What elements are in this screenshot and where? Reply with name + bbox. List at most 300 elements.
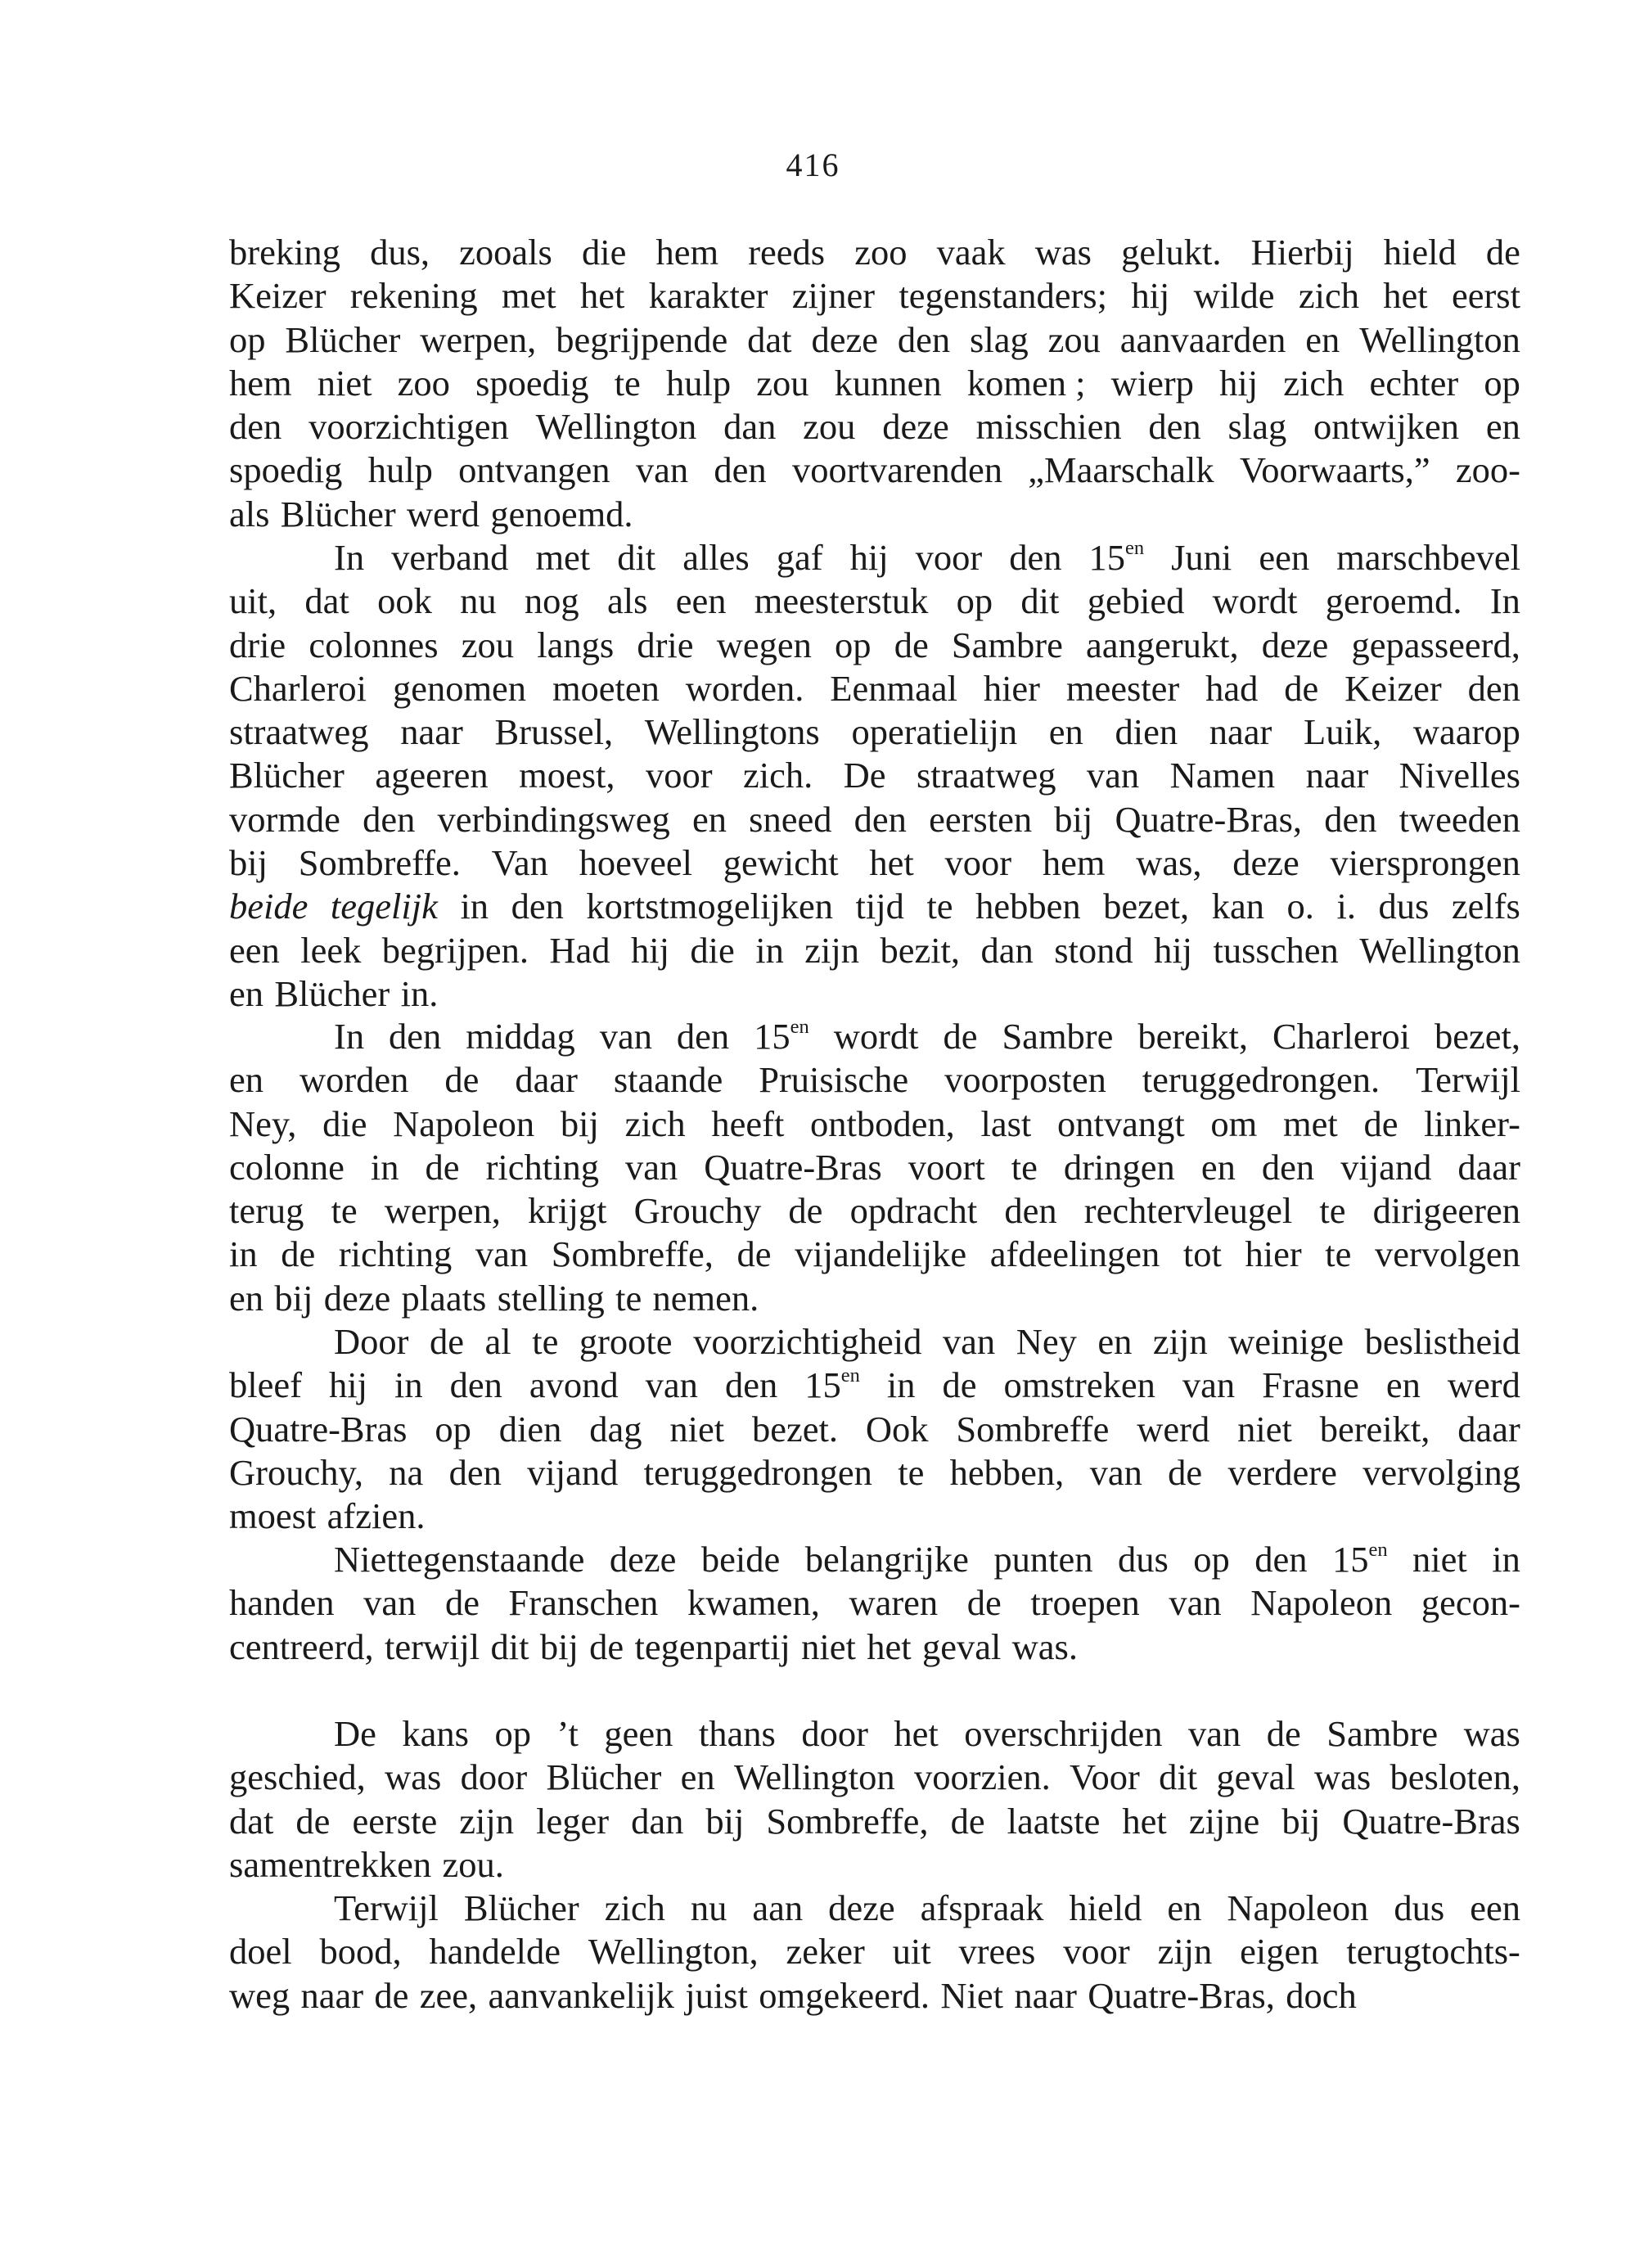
word: bezit, <box>880 929 961 971</box>
word: Ook <box>865 1408 929 1450</box>
word: Blücher <box>285 318 401 360</box>
word: Wellington, <box>588 1931 759 1973</box>
word: bij <box>560 1102 599 1144</box>
word: Quatre-Bras, <box>1115 798 1303 840</box>
word: zee, <box>419 1974 478 2016</box>
word: te <box>1011 1146 1038 1188</box>
word: gelukt. <box>1121 232 1222 273</box>
word: Door <box>334 1321 409 1362</box>
word: deze <box>609 1539 677 1580</box>
word: niet <box>317 362 372 404</box>
word: opdracht <box>849 1190 978 1232</box>
word: verbindingsweg <box>437 798 670 840</box>
word: ontvangen <box>458 449 610 491</box>
word: voorzichtigen <box>309 406 509 448</box>
word: ontboden, <box>810 1102 955 1144</box>
word: zich <box>624 1102 686 1144</box>
text-line <box>229 1015 1520 1058</box>
word: geroemd. <box>1325 580 1462 622</box>
word: van <box>625 1146 678 1188</box>
word: plaats <box>401 1277 487 1319</box>
word: dit <box>1020 580 1060 622</box>
text-line <box>229 1625 1520 1669</box>
word: last <box>980 1102 1032 1144</box>
word: viersprongen <box>1330 842 1520 884</box>
word: werpen, <box>420 318 537 360</box>
word: den <box>1009 537 1062 578</box>
word: Charleroi <box>229 667 367 709</box>
text-line <box>229 667 1520 710</box>
word: zeker <box>786 1931 865 1973</box>
word: was <box>385 1756 442 1798</box>
word: hebben <box>975 886 1081 927</box>
word: dan <box>980 929 1034 971</box>
word: de <box>425 1146 460 1188</box>
word: centreerd, <box>229 1625 374 1667</box>
word: zijn <box>459 1800 515 1842</box>
word: terugtochts- <box>1346 1931 1520 1973</box>
word: daar <box>1457 1408 1520 1450</box>
word: sneed <box>749 798 832 840</box>
word: vormde <box>229 798 340 840</box>
word: de <box>444 1059 480 1101</box>
word: staande <box>613 1059 723 1101</box>
word: teruggedrongen. <box>1142 1059 1381 1101</box>
word: richting <box>485 1146 599 1188</box>
word: langs <box>537 624 615 665</box>
word: wordt <box>833 1016 919 1057</box>
word: niet <box>669 1408 725 1450</box>
word: van <box>645 1364 698 1406</box>
word: die <box>690 929 735 971</box>
word: Sombreffe. <box>298 842 461 884</box>
word: zijne <box>1188 1800 1260 1842</box>
word: en <box>680 1756 715 1798</box>
word: werd <box>407 493 480 534</box>
text-line <box>229 1930 1520 1973</box>
word: en <box>1167 1887 1202 1928</box>
word: op <box>956 580 993 622</box>
word: Ney <box>1016 1321 1077 1362</box>
word: te <box>898 1451 925 1493</box>
text-line <box>229 841 1520 885</box>
word: ontvangt <box>1056 1102 1185 1144</box>
text-line <box>229 1800 1520 1843</box>
word: dus, <box>370 232 430 273</box>
word: middag <box>466 1016 575 1057</box>
word: doch <box>1286 1974 1357 2016</box>
word: $15^{en}$ <box>1331 1538 1388 1580</box>
word: hij <box>849 537 889 578</box>
word: Grouchy, <box>229 1451 363 1493</box>
word: Niettegenstaande <box>334 1539 585 1580</box>
text-line <box>229 885 1520 928</box>
word: hij <box>1131 275 1170 317</box>
word: Blücher <box>280 493 396 534</box>
word: drie <box>637 624 694 665</box>
word: en <box>1097 1321 1133 1362</box>
word: Pruisische <box>759 1059 909 1101</box>
word: aanvaarden <box>1119 318 1286 360</box>
word: vijand <box>527 1451 619 1493</box>
word: afzien. <box>327 1495 426 1537</box>
word: hield <box>1069 1887 1142 1928</box>
word: was <box>1463 1713 1520 1754</box>
word: op <box>229 318 266 360</box>
word: in <box>755 929 784 971</box>
word: Wellington <box>733 1756 895 1798</box>
word: tegenstanders; <box>899 275 1107 317</box>
word: voort <box>908 1146 985 1188</box>
text-line <box>229 362 1520 405</box>
text-line <box>229 1974 1520 2018</box>
word: Had <box>549 929 610 971</box>
word: bij <box>539 1625 579 1667</box>
word: nu <box>690 1887 727 1928</box>
word: besloten, <box>1390 1756 1520 1798</box>
word: hij <box>1154 929 1193 971</box>
word: den <box>1467 667 1520 709</box>
word: Sombreffe <box>956 1408 1110 1450</box>
word: uit <box>892 1931 931 1973</box>
word: rechtervleugel <box>1083 1190 1293 1232</box>
word: hem <box>1042 842 1106 884</box>
word: nemen. <box>652 1277 759 1319</box>
text-line <box>229 754 1520 797</box>
word: afspraak <box>920 1887 1044 1928</box>
word: eerste <box>352 1800 438 1842</box>
word: in <box>394 1364 423 1406</box>
word: bij <box>229 842 268 884</box>
word: den <box>1254 1539 1308 1580</box>
word: stelling <box>497 1277 605 1319</box>
word: Luik, <box>1304 711 1382 753</box>
word: vrees <box>958 1931 1036 1973</box>
text-line <box>229 1581 1520 1625</box>
word: tegelijk <box>330 886 438 927</box>
word: de <box>943 1016 978 1057</box>
word: daar <box>1457 1146 1520 1188</box>
word: dit <box>617 537 656 578</box>
word: kwamen, <box>687 1582 820 1624</box>
word: kans <box>402 1713 469 1754</box>
word: slag <box>970 318 1029 360</box>
page-number: 416 <box>786 147 840 183</box>
word: naar <box>1305 755 1369 796</box>
word: Quatre-Bras <box>1342 1800 1520 1842</box>
word: kortstmogelijken <box>586 886 833 927</box>
word: verband <box>391 537 509 578</box>
word: $15^{en}$ <box>1088 536 1145 578</box>
word: van <box>635 449 689 491</box>
word: Grouchy <box>633 1190 762 1232</box>
word: een <box>675 580 727 622</box>
word: dirigeeren <box>1372 1190 1520 1232</box>
word: niet <box>1237 1408 1292 1450</box>
paragraph <box>229 1320 1520 1538</box>
word: De <box>334 1713 376 1754</box>
word: en <box>1048 711 1083 753</box>
word: was <box>1314 1756 1372 1798</box>
word: voorzien. <box>913 1756 1051 1798</box>
word: juist <box>685 1974 748 2016</box>
word: van <box>1086 755 1140 796</box>
word: dat <box>304 580 349 622</box>
word: weg <box>229 1974 291 2016</box>
word: op <box>1484 362 1520 404</box>
text-line <box>229 1364 1520 1407</box>
word: voorposten <box>944 1059 1106 1101</box>
word: zijner <box>791 275 876 317</box>
word: bereikt, <box>1319 1408 1430 1450</box>
word: zou <box>803 406 856 448</box>
text-line <box>229 1058 1520 1102</box>
word: teruggedrongen <box>643 1451 872 1493</box>
word: zijn <box>1157 1931 1213 1973</box>
word: den <box>676 1016 730 1057</box>
word: terwijl <box>384 1625 480 1667</box>
word: Wellington <box>535 406 697 448</box>
word: een <box>229 929 280 971</box>
word: den <box>1004 1190 1057 1232</box>
word: slag <box>1227 406 1287 448</box>
word: de <box>430 1321 465 1362</box>
word: Niet <box>940 1974 1003 2016</box>
word: De <box>843 755 886 796</box>
word: dus <box>1117 1539 1169 1580</box>
word: te <box>615 1277 642 1319</box>
word: de <box>295 1800 331 1842</box>
text-line <box>229 1451 1520 1495</box>
word: van <box>363 1582 417 1624</box>
word: Sambre <box>1326 1713 1439 1754</box>
word: den <box>229 406 282 448</box>
word: $15^{en}$ <box>804 1364 860 1406</box>
text-line <box>229 972 1520 1016</box>
word: zich. <box>742 755 813 796</box>
word: den <box>363 798 416 840</box>
text-line <box>229 318 1520 362</box>
text-line <box>229 1277 1520 1320</box>
word: het <box>867 1625 912 1667</box>
word: genoemd. <box>490 493 633 534</box>
word: beslistheid <box>1364 1321 1520 1362</box>
word: in <box>229 1233 258 1275</box>
word: naar <box>1014 1974 1077 2016</box>
word: hield <box>1383 232 1457 273</box>
word: Franschen <box>508 1582 659 1624</box>
word: den <box>448 1451 502 1493</box>
word: en <box>229 1277 264 1319</box>
word: belangrijke <box>804 1539 969 1580</box>
word: het <box>869 842 914 884</box>
word: „Maarschalk <box>1028 449 1214 491</box>
word: vijand <box>1340 1146 1432 1188</box>
word: tusschen <box>1213 929 1339 971</box>
word: en <box>1485 406 1520 448</box>
word: den <box>511 886 564 927</box>
word: zou <box>461 624 515 665</box>
word: het <box>1122 1800 1167 1842</box>
word: tot <box>1182 1233 1222 1275</box>
word: vaak <box>936 232 1006 273</box>
word: in <box>370 1146 399 1188</box>
word: Hierbij <box>1250 232 1354 273</box>
word: dien <box>498 1408 562 1450</box>
word: zou <box>1047 318 1101 360</box>
word: gewicht <box>723 842 839 884</box>
word: niet <box>801 1625 856 1667</box>
word: bezet, <box>1103 886 1190 927</box>
word: al <box>484 1321 511 1362</box>
word: spoedig <box>229 449 343 491</box>
word: te <box>926 886 953 927</box>
word: aangerukt, <box>1086 624 1239 665</box>
word: voortvarenden <box>791 449 1002 491</box>
word: en <box>1200 1146 1236 1188</box>
word: een <box>1259 537 1310 578</box>
word: geval <box>1216 1756 1295 1798</box>
word: Sombreffe, <box>551 1233 714 1275</box>
word: groote <box>579 1321 673 1362</box>
text-line <box>229 1495 1520 1538</box>
text-line <box>229 231 1520 274</box>
word: hulp <box>367 449 433 491</box>
word: stond <box>1054 929 1133 971</box>
word: dit <box>490 1625 529 1667</box>
word: Wellington <box>1359 318 1520 360</box>
word: was <box>1034 232 1092 273</box>
word: marschbevel <box>1336 537 1520 578</box>
word: Napoleon <box>393 1102 535 1144</box>
word: o. <box>1286 886 1314 927</box>
word: eerst <box>1451 275 1520 317</box>
word: In <box>1489 580 1520 622</box>
word: zijn <box>804 929 859 971</box>
word: Quatre-Bras, <box>1088 1974 1275 2016</box>
word: worden <box>299 1059 409 1101</box>
word: Quatre-Bras <box>229 1408 408 1450</box>
word: Van <box>491 842 548 884</box>
word: het <box>1383 275 1428 317</box>
word: krijgt <box>528 1190 607 1232</box>
word: te <box>331 1190 358 1232</box>
word: gebied <box>1087 580 1185 622</box>
word: van <box>599 1016 652 1057</box>
word: als <box>229 493 270 534</box>
word: Eenmaal <box>830 667 957 709</box>
word: deze <box>323 1277 391 1319</box>
word: dag <box>589 1408 642 1450</box>
word: bij <box>1054 798 1093 840</box>
word: in <box>460 886 489 927</box>
word: Namen <box>1169 755 1276 796</box>
word: geschied, <box>229 1756 366 1798</box>
text-line <box>229 1756 1520 1799</box>
word: de <box>1168 1451 1203 1493</box>
word: dat <box>747 318 792 360</box>
word: tegenpartij <box>634 1625 790 1667</box>
word: en <box>691 798 727 840</box>
word: bezet, <box>1434 1016 1520 1057</box>
text-line <box>229 1887 1520 1930</box>
word: het <box>579 275 625 317</box>
word: zooals <box>459 232 552 273</box>
word: handen <box>229 1582 335 1624</box>
word: naar <box>400 711 463 753</box>
word: reeds <box>748 232 826 273</box>
word: Quatre-Bras <box>704 1146 882 1188</box>
word: ook <box>377 580 432 622</box>
word: bood, <box>319 1931 402 1973</box>
word: In <box>334 537 365 578</box>
word: echter <box>1369 362 1459 404</box>
word: ontwijken <box>1313 406 1460 448</box>
word: met <box>501 275 556 317</box>
word: dringen <box>1063 1146 1175 1188</box>
word: den <box>389 1016 442 1057</box>
word: die <box>581 232 627 273</box>
paragraph <box>229 1538 1520 1669</box>
word: waren <box>849 1582 939 1624</box>
word: de <box>1485 232 1520 273</box>
word: geen <box>604 1713 673 1754</box>
word: Ney, <box>229 1102 297 1144</box>
text-line <box>229 1320 1520 1364</box>
word: Voor <box>1070 1756 1140 1798</box>
word: Napoleon <box>1250 1582 1393 1624</box>
word: Terwijl <box>334 1887 439 1928</box>
word: avond <box>529 1364 619 1406</box>
paragraph <box>229 231 1520 536</box>
word: de <box>788 1190 823 1232</box>
word: Terwijl <box>1416 1059 1520 1101</box>
word: en <box>229 972 264 1014</box>
word: komen ; <box>966 362 1086 404</box>
word: gepasseerd, <box>1351 624 1520 665</box>
word: geval <box>921 1625 1002 1667</box>
word: in. <box>400 972 439 1014</box>
word: spoedig <box>475 362 589 404</box>
word: meesterstuk <box>754 580 929 622</box>
word: eersten <box>929 798 1033 840</box>
word: straatweg <box>916 755 1056 796</box>
word: dan <box>723 406 777 448</box>
word: leek <box>300 929 362 971</box>
text-line <box>229 493 1520 536</box>
word: den <box>854 798 907 840</box>
word: doel <box>229 1931 292 1973</box>
text-line <box>229 1102 1520 1146</box>
word: tijd <box>855 886 904 927</box>
word: in <box>1492 1539 1520 1580</box>
word: vijandelijke <box>795 1233 967 1275</box>
paragraph <box>229 1887 1520 2018</box>
word: hebben, <box>949 1451 1065 1493</box>
word: dan <box>631 1800 684 1842</box>
word: moest <box>229 1495 317 1537</box>
word: te <box>614 362 641 404</box>
word: hij <box>1219 362 1259 404</box>
word: de <box>281 1233 316 1275</box>
word: aanvankelijk <box>488 1974 674 2016</box>
word: zou <box>756 362 809 404</box>
word: linker- <box>1424 1102 1520 1144</box>
word: bleef <box>229 1364 302 1406</box>
word: zich <box>604 1887 665 1928</box>
word: zou. <box>442 1843 504 1885</box>
word: en <box>1385 1364 1421 1406</box>
